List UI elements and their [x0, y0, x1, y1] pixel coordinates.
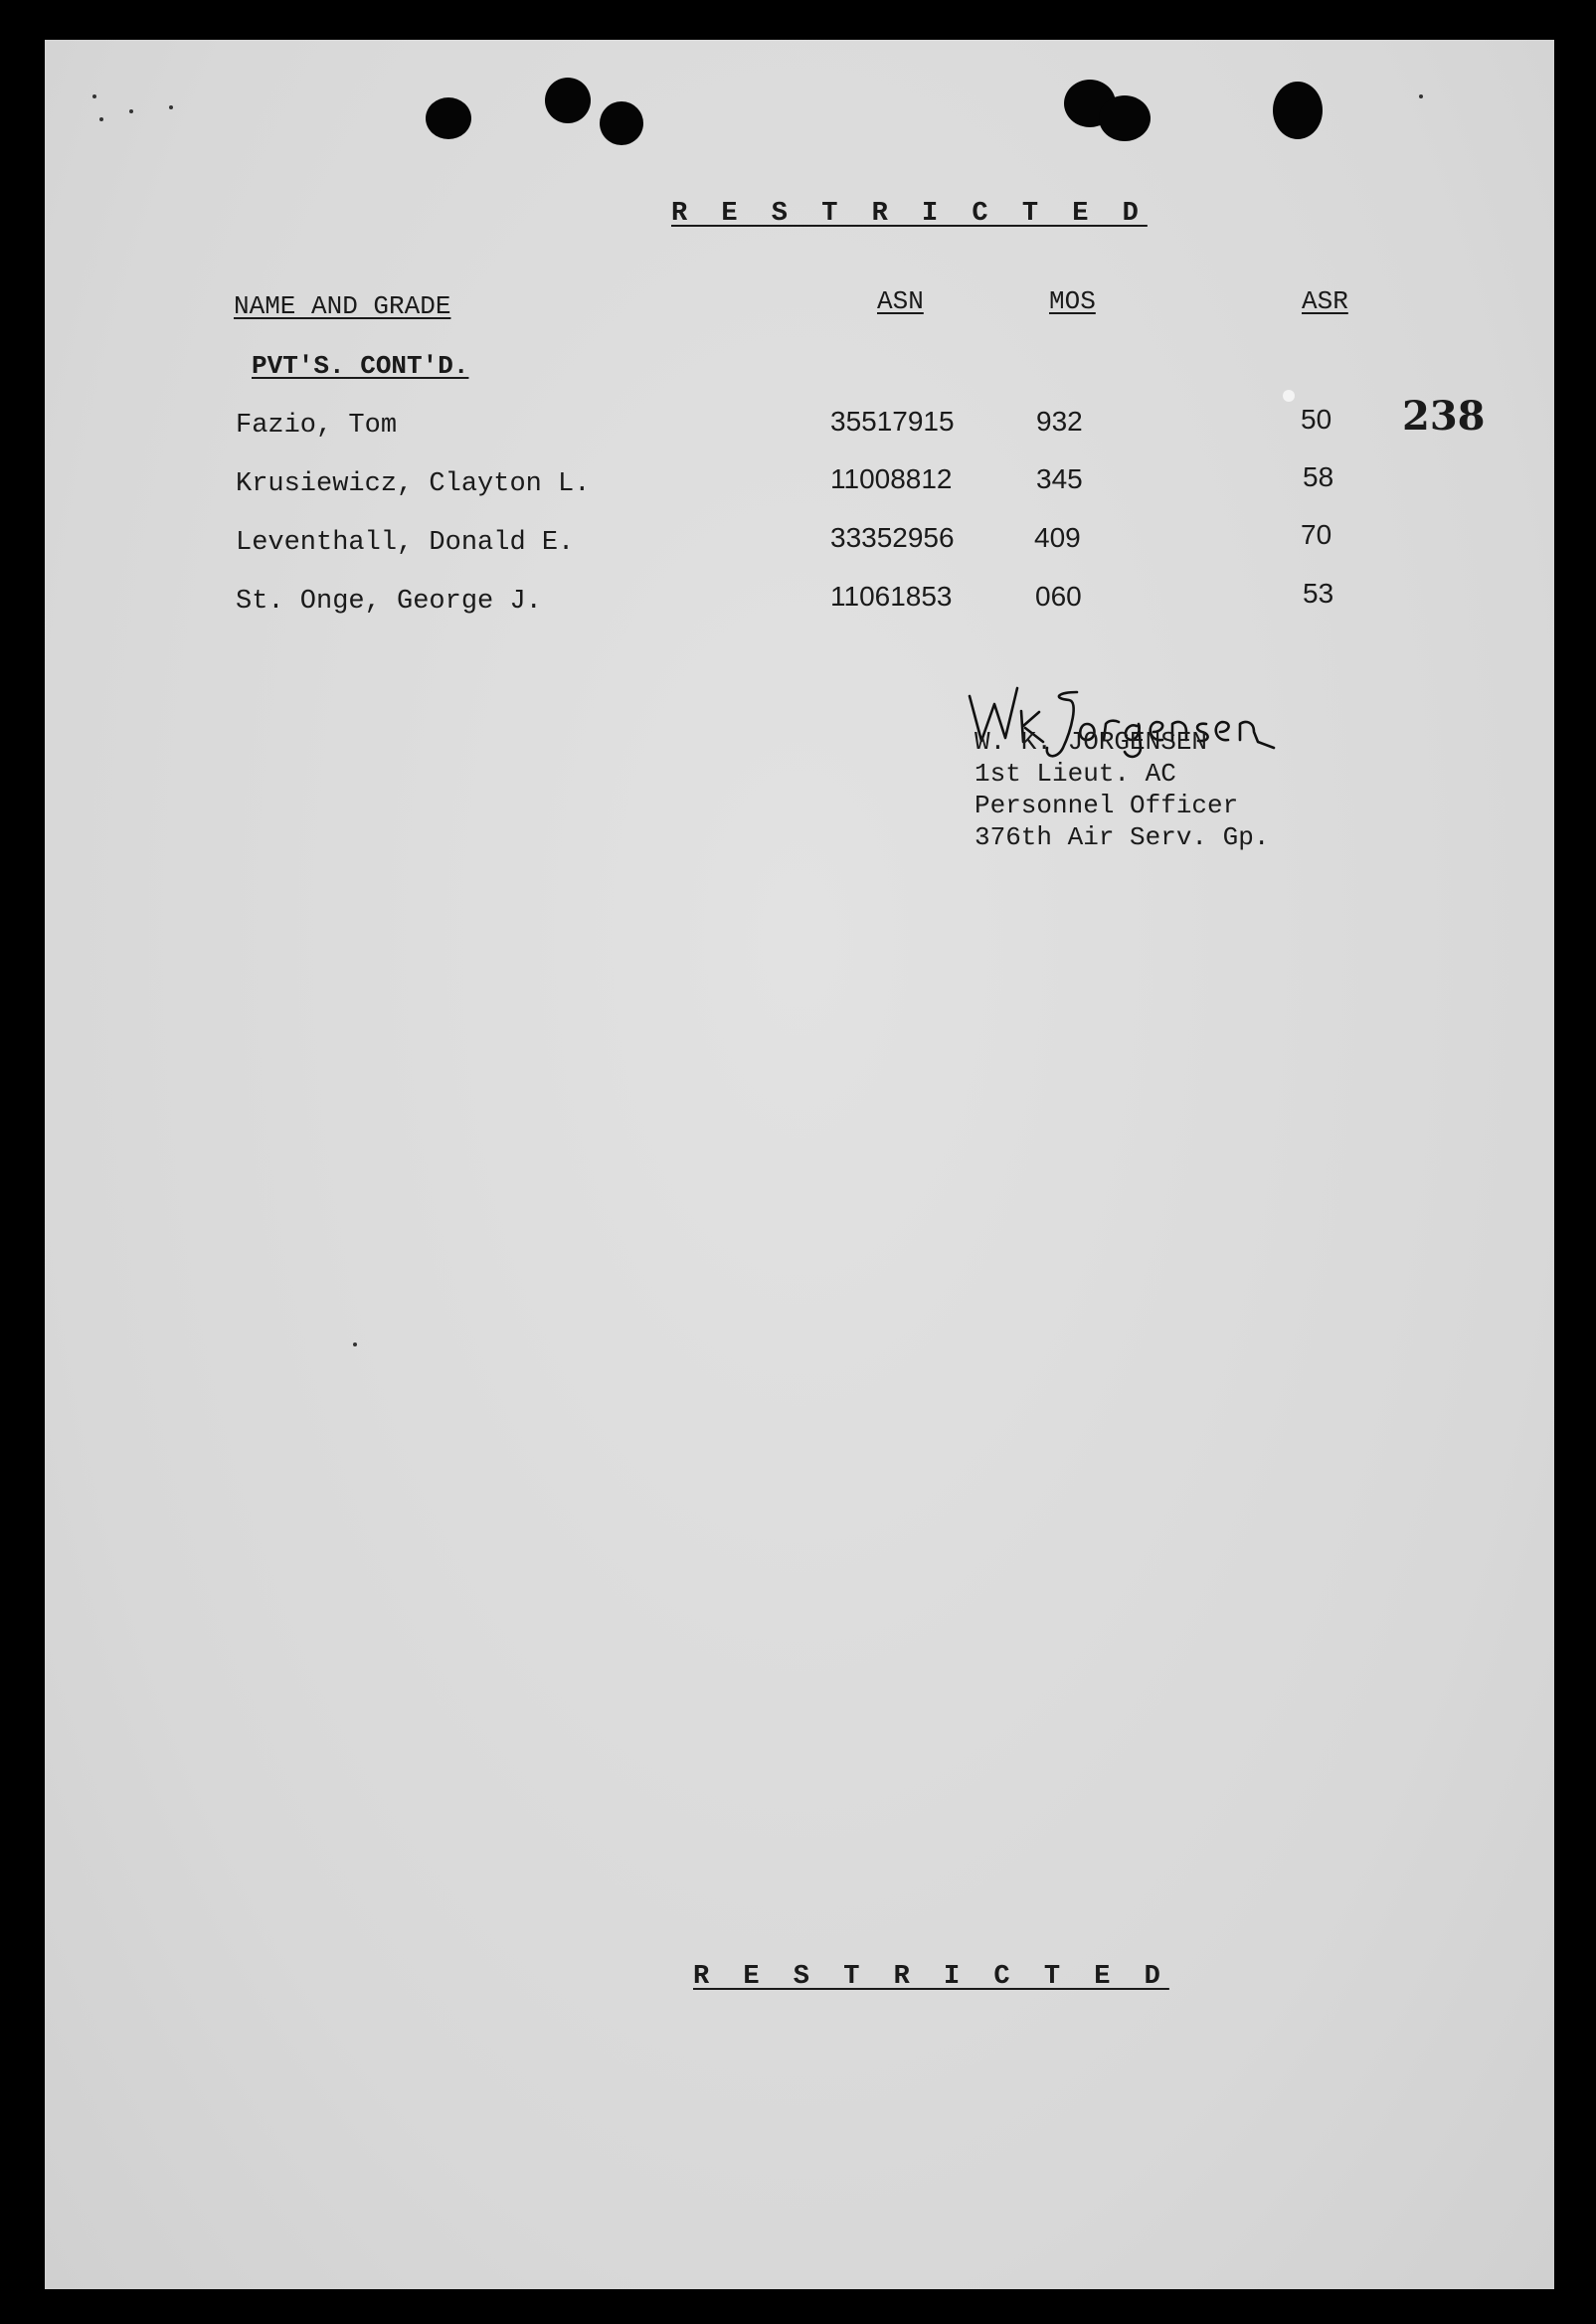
row-mos: 345 — [1036, 463, 1083, 494]
row-asn: 11008812 — [830, 463, 953, 494]
row-asn: 11061853 — [830, 581, 953, 612]
punch-hole — [600, 101, 643, 145]
row-mos: 409 — [1034, 522, 1081, 553]
speck — [353, 1342, 357, 1346]
column-header-name: NAME AND GRADE — [234, 291, 451, 321]
row-name: Leventhall, Donald E. — [236, 528, 575, 558]
page-number: 238 — [1402, 393, 1486, 440]
row-asr: 58 — [1303, 461, 1334, 492]
row-name: Fazio, Tom — [236, 411, 398, 441]
punch-hole — [545, 78, 591, 123]
row-asr: 50 — [1301, 404, 1332, 435]
row-mos: 932 — [1036, 406, 1083, 437]
column-header-mos: MOS — [1049, 286, 1096, 316]
document-page — [45, 40, 1554, 2289]
section-label: PVT'S. CONT'D. — [252, 351, 469, 381]
speck — [169, 105, 173, 109]
restricted-footer-stamp: R E S T R I C T E D — [693, 1962, 1169, 1992]
row-name: St. Onge, George J. — [236, 587, 542, 617]
row-asr: 70 — [1301, 519, 1332, 550]
speck — [1283, 390, 1295, 402]
signer-rank: 1st Lieut. AC — [975, 759, 1176, 789]
row-asn: 33352956 — [830, 522, 955, 553]
speck — [129, 109, 133, 113]
punch-hole — [1099, 95, 1151, 141]
row-asr: 53 — [1303, 578, 1334, 609]
speck — [99, 117, 103, 121]
signer-title: Personnel Officer — [975, 791, 1239, 820]
speck — [1419, 94, 1423, 98]
row-asn: 35517915 — [830, 406, 955, 437]
signer-unit: 376th Air Serv. Gp. — [975, 822, 1270, 852]
row-mos: 060 — [1035, 581, 1082, 612]
column-header-asn: ASN — [877, 286, 924, 316]
column-header-asr: ASR — [1302, 286, 1348, 316]
signature-block — [975, 726, 1269, 853]
speck — [92, 94, 96, 98]
restricted-header-stamp: R E S T R I C T E D — [671, 199, 1148, 229]
row-name: Krusiewicz, Clayton L. — [236, 469, 591, 499]
punch-hole — [1273, 82, 1323, 139]
punch-hole — [426, 97, 471, 139]
signer-name: W. K. JORGENSEN — [975, 727, 1208, 757]
